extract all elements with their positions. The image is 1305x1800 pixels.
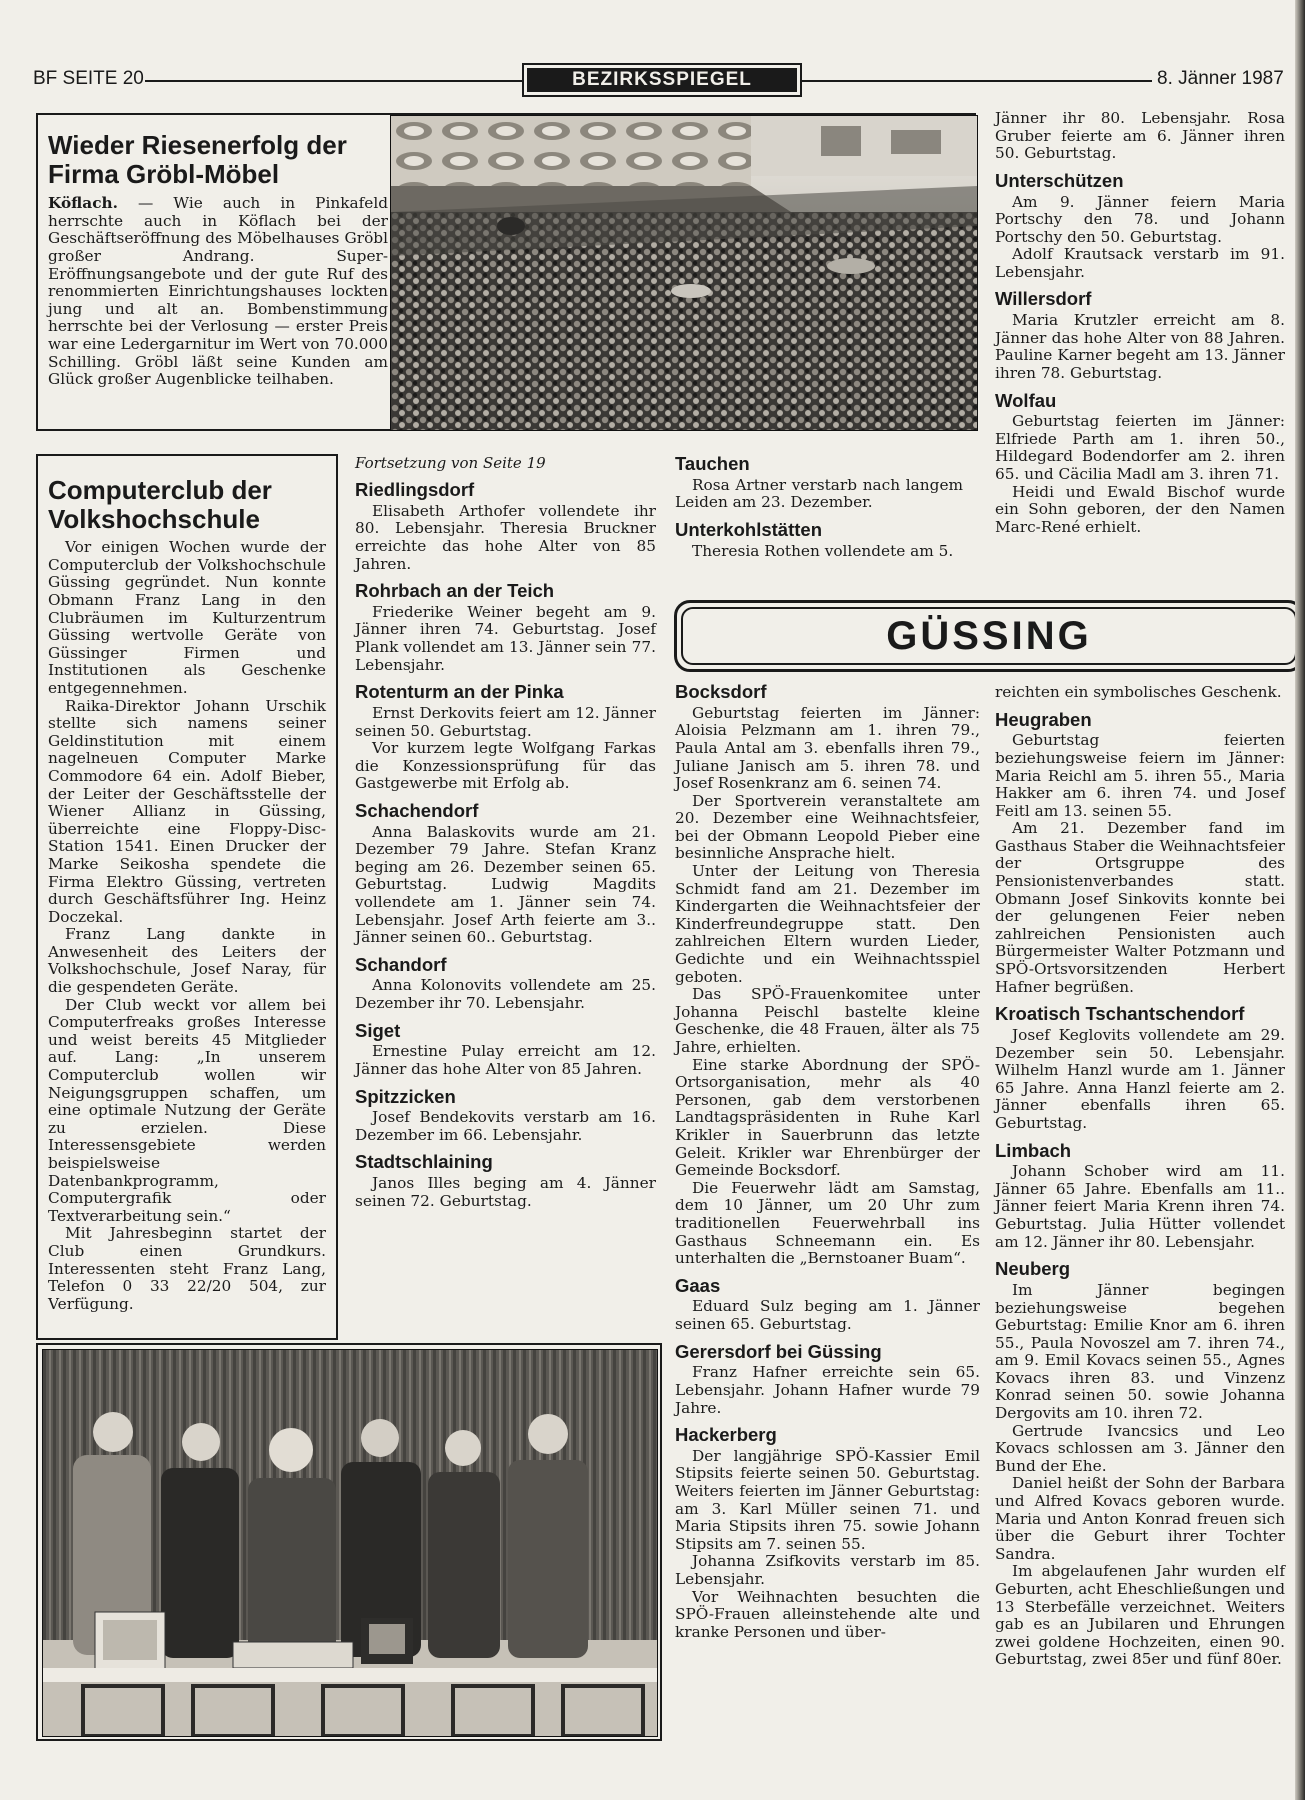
header-rule-left (145, 80, 522, 82)
paragraph: Unter der Leitung von Theresia Schmidt fand am 21. Dezember im Kindergarten die Weihnachtsfeier der Kinderfreundegruppe statt. Den zahlreichen Eltern wurden Lieder, Gedichte und ein Weihnachtsspiel geboten. (675, 862, 980, 986)
town-heading: Spitzzicken (355, 1085, 456, 1107)
town-heading: Bocksdorf (675, 681, 767, 702)
paragraph: Eduard Sulz beging am 1. Jänner seinen 65. Geburtstag. (675, 1297, 980, 1334)
computerclub-body (48, 539, 326, 1313)
column-3-top (675, 446, 963, 560)
town-text (355, 503, 656, 573)
page-number: BF SEITE 20 (33, 68, 144, 89)
computerclub-paragraph: Mit Jahresbeginn startet der Club einen Grundkurs. Interessenten steht Franz Lang, Telefon 0 33 22/20 504, zur Verfügung. (48, 1224, 326, 1313)
computerclub-content (48, 476, 326, 1313)
guessing-banner (674, 600, 1304, 672)
paragraph: Elisabeth Arthofer vollendete ihr 80. Lebensjahr. Theresia Bruckner erreichte das hohe Alter von 85 Jahren. (355, 501, 656, 573)
groebl-headline: Wieder Riesenerfolg der Firma Gröbl-Möbel (48, 130, 347, 190)
town-text (675, 1448, 980, 1642)
paragraph: Theresia Rothen vollendete am 5. (692, 541, 954, 560)
groebl-text (48, 131, 388, 389)
paragraph: Der Sportverein veranstaltete am 20. Dezember eine Weihnachtsfeier, bei der Obmann Leopold Pieber eine besinnliche Ansprache hielt. (675, 791, 980, 863)
town-text (995, 413, 1285, 536)
town-text (995, 1027, 1285, 1133)
paragraph: Im abgelaufenen Jahr wurden elf Geburten, acht Eheschließungen und 13 Sterbefälle verzeichnet. Weiters gab es an Jubilaren und Ehrungen zwei goldene Hochzeiten, einen 90. Geburtstag, zwei 85er und fünf 80er. (995, 1562, 1285, 1669)
town-heading: Kroatisch Tschantschendorf (995, 1003, 1245, 1025)
groebl-article (36, 113, 976, 431)
group-photo (42, 1349, 658, 1737)
paragraph: Geburtstag feierten im Jänner: Aloisia Pelzmann am 1. ihren 79., Paula Antal am 3. ebenfalls ihren 79., Juliane Janisch am 5. ihren 78. und Josef Rosenkranz am 6. seinen 74. (675, 703, 980, 793)
paragraph: Adolf Krautsack verstarb im 91. Lebensjahr. (995, 245, 1285, 281)
issue-date: 8. Jänner 1987 (1157, 68, 1284, 89)
town-heading: Gaas (675, 1274, 721, 1296)
column-4-guessing (995, 684, 1285, 1669)
computerclub-paragraph: Raika-Direktor Johann Urschik stellte sich namens seiner Geldinstitution mit einem nagelneuen Computer Marke Commodore 64 ein. Adolf Bieber, der Leiter der Geschäftsstelle der Wiener Allianz in Güssing, überreichte eine Floppy-Disc-Station 1541. Einen Drucker der Marke Seikosha spendete die Firma Elektro Güssing, vertreten durch Geschäftsführer Ing. Heinz Doczekal. (48, 696, 326, 926)
groebl-text-body: — Wie auch in Pinkafeld herrschte auch in Köflach bei der Geschäftseröffnung des Möbelhauses Gröbl großer Andrang. Super-Eröffnungsangebote und der gute Ruf des renommierten Einrichtungshauses lockten jung und alt an. Bombenstimmung herrschte bei der Verlosung — erster Preis war eine Ledergarnitur im Wert von 70.000 Schilling. Gröbl läßt seine Kunden am Glück großer Augenblicke teilhaben. (48, 194, 388, 389)
paragraph: Am 9. Jänner feiern Maria Portschy den 78. und Johann Portschy den 50. Geburtstag. (995, 192, 1285, 246)
town-text (355, 1109, 656, 1144)
groebl-place: Köflach. (48, 194, 118, 213)
groebl-body (48, 195, 388, 389)
paragraph: Geburtstag feierten im Jänner: Elfriede Parth am 1. ihren 50., Hildegard Bodendorfer am 2. ihren 65. und Cäcilia Madl am 3. ihren 71. (995, 412, 1285, 484)
paragraph: Vor kurzem legte Wolfgang Farkas die Konzessionsprüfung für das Gastgewerbe mit Erfolg ab. (355, 739, 656, 793)
paragraph: Im Jänner begingen beziehungsweise begehen Geburtstag: Emilie Knor am 6. ihren 55., Paula Novoszel am 7. ihren 74., am 9. Emil Kovacs seinen 55., Agnes Kovacs ihren 83. und Vinzenz Konrad seinen 50. sowie Johanna Dergovits am 10. ihren 72. (995, 1280, 1285, 1423)
town-heading: Riedlingsdorf (355, 479, 475, 500)
town-text (995, 312, 1285, 382)
town-text (995, 1282, 1285, 1669)
town-text (675, 1298, 980, 1333)
paragraph: Ernestine Pulay erreicht am 12. Jänner das hohe Alter von 85 Jahren. (355, 1042, 656, 1078)
town-heading: Gerersdorf bei Güssing (675, 1340, 882, 1362)
paragraph: Franz Hafner erreichte sein 65. Lebensjahr. Johann Hafner wurde 79 Jahre. (675, 1363, 980, 1417)
paragraph: Daniel heißt der Sohn der Barbara und Alfred Kovacs geboren wurde. Maria und Anton Konrad freuen sich über die Geburt ihrer Tochter Sandra. (995, 1474, 1285, 1563)
paragraph: Friederike Weiner begeht am 9. Jänner ihren 74. Geburtstag. Josef Plank vollendet am 13. Jänner sein 77. Lebensjahr. (355, 602, 656, 674)
paragraph: Der langjährige SPÖ-Kassier Emil Stipsits feierte seinen 50. Geburtstag. Weiters feierten im Jänner Geburtstag: am 3. Karl Müller seinen 71. und Maria Stipsits ihren 75. sowie Johann Stipsits am 7. seinen 55. (675, 1446, 980, 1553)
town-text (675, 705, 980, 1268)
computerclub-headline: Computerclub der Volkshochschule (48, 475, 272, 535)
paragraph: Geburtstag feierten beziehungsweise feiern im Jänner: Maria Reichl am 5. ihren 55., Maria Hakker am 6. ihren 74. und Josef Feitl am 13. seinen 55. (995, 731, 1285, 820)
town-text (355, 1043, 656, 1078)
computerclub-paragraph: Franz Lang dankte in Anwesenheit des Leiters der Volkshochschule, Josef Naray, für die gespendeten Geräte. (48, 925, 326, 997)
paragraph: Am 21. Dezember fand im Gasthaus Staber die Weihnachtsfeier der Ortsgruppe des Pensionistenverbandes statt. Obmann Josef Sinkovits konnte bei der gelungenen Feier neben zahlreichen Pensionisten auch Bürgermeister Walter Potzmann und SPÖ-Ortsvorsitzenden Herbert Hafner begrüßen. (995, 819, 1285, 996)
paragraph: Rosa Artner verstarb nach langem Leiden am 23. Dezember. (675, 475, 963, 512)
section-masthead (522, 63, 802, 97)
paragraph: Johanna Zsifkovits verstarb im 85. Lebensjahr. (675, 1552, 980, 1588)
guessing-banner-title: GÜSSING (886, 613, 1092, 658)
town-heading: Schachendorf (355, 799, 479, 821)
section-title: BEZIRKSSPIEGEL (527, 68, 797, 92)
paragraph: Gertrude Ivancsics und Leo Kovacs schlossen am 3. Jänner den Bund der Ehe. (995, 1421, 1285, 1475)
page-edge-shadow (1295, 0, 1305, 1800)
column-3-guessing (675, 674, 980, 1641)
town-text (355, 705, 656, 793)
town-heading: Rohrbach an der Teich (355, 580, 555, 602)
town-heading: Hackerberg (675, 1424, 777, 1446)
paragraph: reichten ein symbolisches Geschenk. (995, 683, 1282, 701)
paragraph: Josef Bendekovits verstarb am 16. Dezember im 66. Lebensjahr. (355, 1108, 656, 1144)
paragraph: Heidi und Ewald Bischof wurde ein Sohn geboren, der den Namen Marc-René erhielt. (995, 482, 1285, 536)
carry-over-text (995, 110, 1285, 163)
town-text (355, 604, 656, 674)
paragraph: Josef Keglovits vollendete am 29. Dezember sein 50. Lebensjahr. Wilhelm Hanzl wurde am 1. Jänner 65 Jahre. Anna Hanzl feierte am 2. Jänner ebenfalls ihren 65. Geburtstag. (995, 1025, 1285, 1132)
paragraph: Anna Balaskovits wurde am 21. Dezember 79 Jahre. Stefan Kranz beging am 26. Dezember seinen 65. Geburtstag. Ludwig Magdits vollendete am 1. Jänner sein 74. Lebensjahr. Josef Arth feierte am 3.. Jänner seinen 60.. Geburtstag. (355, 822, 656, 947)
town-heading: Siget (355, 1019, 401, 1041)
town-text (675, 477, 963, 512)
paragraph: Anna Kolonovits vollendete am 25. Dezember ihr 70. Lebensjahr. (355, 976, 656, 1013)
town-text (995, 732, 1285, 996)
paragraph: Johann Schober wird am 11. Jänner 65 Jahre. Ebenfalls am 11.. Jänner feiert Maria Krenn ihren 74. Geburtstag. Julia Hütter vollendet am 12. Jänner ihr 80. Lebensjahr. (995, 1162, 1285, 1251)
paragraph: Eine starke Abordnung der SPÖ-Ortsorganisation, mehr als 40 Personen, gab dem verstorbenen Landtagspräsidenten in Ruhe Karl Krikler in Sauerbrunn das letzte Geleit. Krikler war Ehrenbürger der Gemeinde Bocksdorf. (675, 1055, 980, 1180)
town-heading: Willersdorf (995, 288, 1092, 310)
town-heading: Wolfau (995, 389, 1057, 411)
continuation-note: Fortsetzung von Seite 19 (355, 454, 546, 472)
town-text (355, 1175, 656, 1210)
paragraph: Ernst Derkovits feiert am 12. Jänner seinen 50. Geburtstag. (355, 703, 656, 740)
column-2 (355, 454, 656, 1210)
town-heading: Tauchen (675, 453, 750, 474)
town-heading: Rotenturm an der Pinka (355, 681, 564, 703)
town-text (675, 543, 963, 561)
town-text (995, 1163, 1285, 1251)
paragraph: Die Feuerwehr lädt am Samstag, dem 10 Jänner, um 20 Uhr zum traditionellen Feuerwehrball ins Gasthaus Schneemann ein. Es unterhalten die „Bernstoaner Buam“. (675, 1178, 980, 1268)
town-heading: Neuberg (995, 1258, 1071, 1280)
paragraph: Maria Krutzler erreicht am 8. Jänner das hohe Alter von 88 Jahren. Pauline Karner begeht am 13. Jänner ihren 78. Geburtstag. (995, 311, 1285, 382)
town-text (355, 824, 656, 947)
town-heading: Stadtschlaining (355, 1151, 493, 1173)
town-heading: Unterkohlstätten (675, 518, 822, 540)
town-text (355, 977, 656, 1012)
computerclub-paragraph: Vor einigen Wochen wurde der Computerclub der Volkshochschule Güssing gegründet. Nun konnte Obmann Franz Lang in den Clubräumen im Kulturzentrum Güssing wertvolle Geräte von Güssinger Firmen und Institutionen als Geschenke entgegennehmen. (48, 538, 326, 697)
town-text (995, 194, 1285, 282)
paragraph: Das SPÖ-Frauenkomitee unter Johanna Peischl bastelte kleine Geschenke, die 48 Frauen, älter als 75 Jahre, erhielten. (675, 985, 980, 1056)
carry-over-text (995, 684, 1285, 702)
town-heading: Schandorf (355, 953, 447, 975)
town-heading: Unterschützen (995, 169, 1124, 191)
computerclub-article (36, 454, 338, 1340)
town-text (675, 1364, 980, 1417)
header-rule-right (802, 80, 1152, 82)
guessing-banner-inner (681, 607, 1297, 665)
computerclub-paragraph: Der Club weckt vor allem bei Computerfreaks großes Interesse und weist bereits 45 Mitglieder auf. Lang: „In unserem Computerclub wollen wir Neigungsgruppen schaffen, um eine optimale Nutzung der Geräte zu erzielen. Diese Interessensgebiete werden beispielsweise Datenbankprogramm, Computergrafik oder Textverarbeitung sein.“ (48, 995, 326, 1225)
group-photo-frame (36, 1343, 662, 1741)
paragraph: Janos Illes beging am 4. Jänner seinen 72. Geburtstag. (355, 1174, 656, 1210)
paragraph: Jänner ihr 80. Lebensjahr. Rosa Gruber feierte am 6. Jänner ihren 50. Geburtstag. (995, 109, 1285, 163)
crowd-photo (390, 115, 978, 431)
group-image (43, 1350, 657, 1736)
paragraph: Vor Weihnachten besuchten die SPÖ-Frauen alleinstehende alte und kranke Personen und über- (675, 1587, 980, 1641)
crowd-image (391, 116, 977, 430)
column-4-top (995, 110, 1285, 536)
town-heading: Limbach (995, 1139, 1072, 1161)
town-heading: Heugraben (995, 708, 1092, 730)
